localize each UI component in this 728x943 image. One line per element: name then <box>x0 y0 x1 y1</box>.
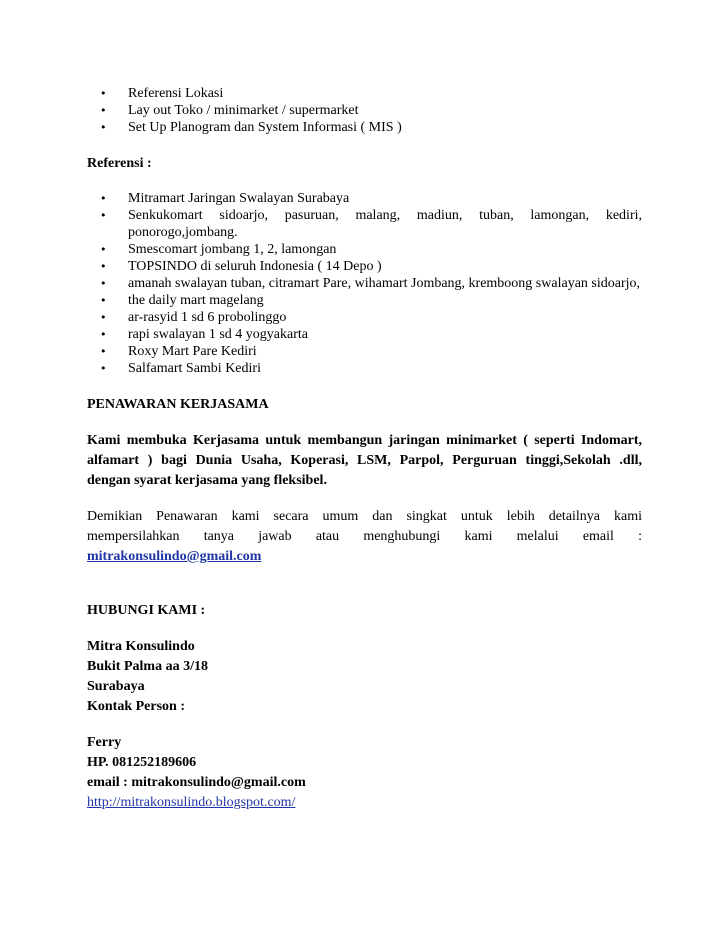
demikian-line: Demikian Penawaran kami secara umum dan singkat untuk lebih detailnya kami <box>87 509 642 524</box>
bullet-icon: • <box>100 294 107 307</box>
bullet-icon: • <box>100 87 107 100</box>
blog-link[interactable]: http://mitrakonsulindo.blogspot.com/ <box>87 795 296 810</box>
bullet-icon: • <box>100 104 107 117</box>
penawaran-line: alfamart ) bagi Dunia Usaha, Koperasi, LSM, Parpol, Perguruan tinggi,Sekolah .dll, <box>87 453 642 468</box>
list-item: • Referensi Lokasi <box>100 86 224 101</box>
contact-person-label: Kontak Person : <box>87 699 185 714</box>
penawaran-line: dengan syarat kerjasama yang fleksibel. <box>87 473 327 488</box>
bullet-icon: • <box>100 243 107 256</box>
list-item: • Senkukomart sidoarjo, pasuruan, malang, madiun, tuban, lamongan, kediri, ponorogo,jombang. <box>100 208 642 240</box>
top-bullet-list <box>87 85 642 136</box>
contact-email: email : mitrakonsulindo@gmail.com <box>87 775 306 790</box>
list-item: • the daily mart magelang <box>100 293 264 308</box>
bullet-icon: • <box>100 311 107 324</box>
list-item: • Salfamart Sambi Kediri <box>100 361 261 376</box>
list-item: • rapi swalayan 1 sd 4 yogyakarta <box>100 327 308 342</box>
contact-phone: HP. 081252189606 <box>87 755 197 770</box>
bullet-icon: • <box>100 192 107 205</box>
penawaran-heading: PENAWARAN KERJASAMA <box>87 397 269 412</box>
referensi-list <box>87 190 642 377</box>
referensi-heading: Referensi : <box>87 156 152 171</box>
list-item: • amanah swalayan tuban, citramart Pare, wihamart Jombang, kremboong swalayan sidoarjo, <box>100 276 641 291</box>
email-link[interactable]: mitrakonsulindo@gmail.com <box>87 549 262 564</box>
demikian-line: mempersilahkan tanya jawab atau menghubungi kami melalui email : <box>87 529 642 544</box>
bullet-icon: • <box>100 362 107 375</box>
bullet-icon: • <box>100 277 107 290</box>
bullet-icon: • <box>100 328 107 341</box>
penawaran-body <box>87 431 642 491</box>
demikian-paragraph <box>87 507 642 567</box>
contact-person-name: Ferry <box>87 735 122 750</box>
hubungi-heading: HUBUNGI KAMI : <box>87 603 206 618</box>
bullet-icon: • <box>100 121 107 134</box>
contact-person-block <box>87 733 642 813</box>
penawaran-line: Kami membuka Kerjasama untuk membangun jaringan minimarket ( seperti Indomart, <box>87 433 642 448</box>
list-item: • Roxy Mart Pare Kediri <box>100 344 257 359</box>
company-name: Mitra Konsulindo <box>87 639 195 654</box>
list-item: • Lay out Toko / minimarket / supermarket <box>100 103 359 118</box>
contact-block <box>87 637 642 717</box>
bullet-icon: • <box>100 345 107 358</box>
bullet-icon: • <box>100 209 107 222</box>
list-item: • Smescomart jombang 1, 2, lamongan <box>100 242 337 257</box>
company-address: Bukit Palma aa 3/18 <box>87 659 208 674</box>
list-item: • Mitramart Jaringan Swalayan Surabaya <box>100 191 350 206</box>
list-item: • ar-rasyid 1 sd 6 probolinggo <box>100 310 287 325</box>
company-city: Surabaya <box>87 679 145 694</box>
list-item: • TOPSINDO di seluruh Indonesia ( 14 Depo ) <box>100 259 382 274</box>
bullet-icon: • <box>100 260 107 273</box>
document-content <box>87 85 642 813</box>
list-item: • Set Up Planogram dan System Informasi ( MIS ) <box>100 120 402 135</box>
